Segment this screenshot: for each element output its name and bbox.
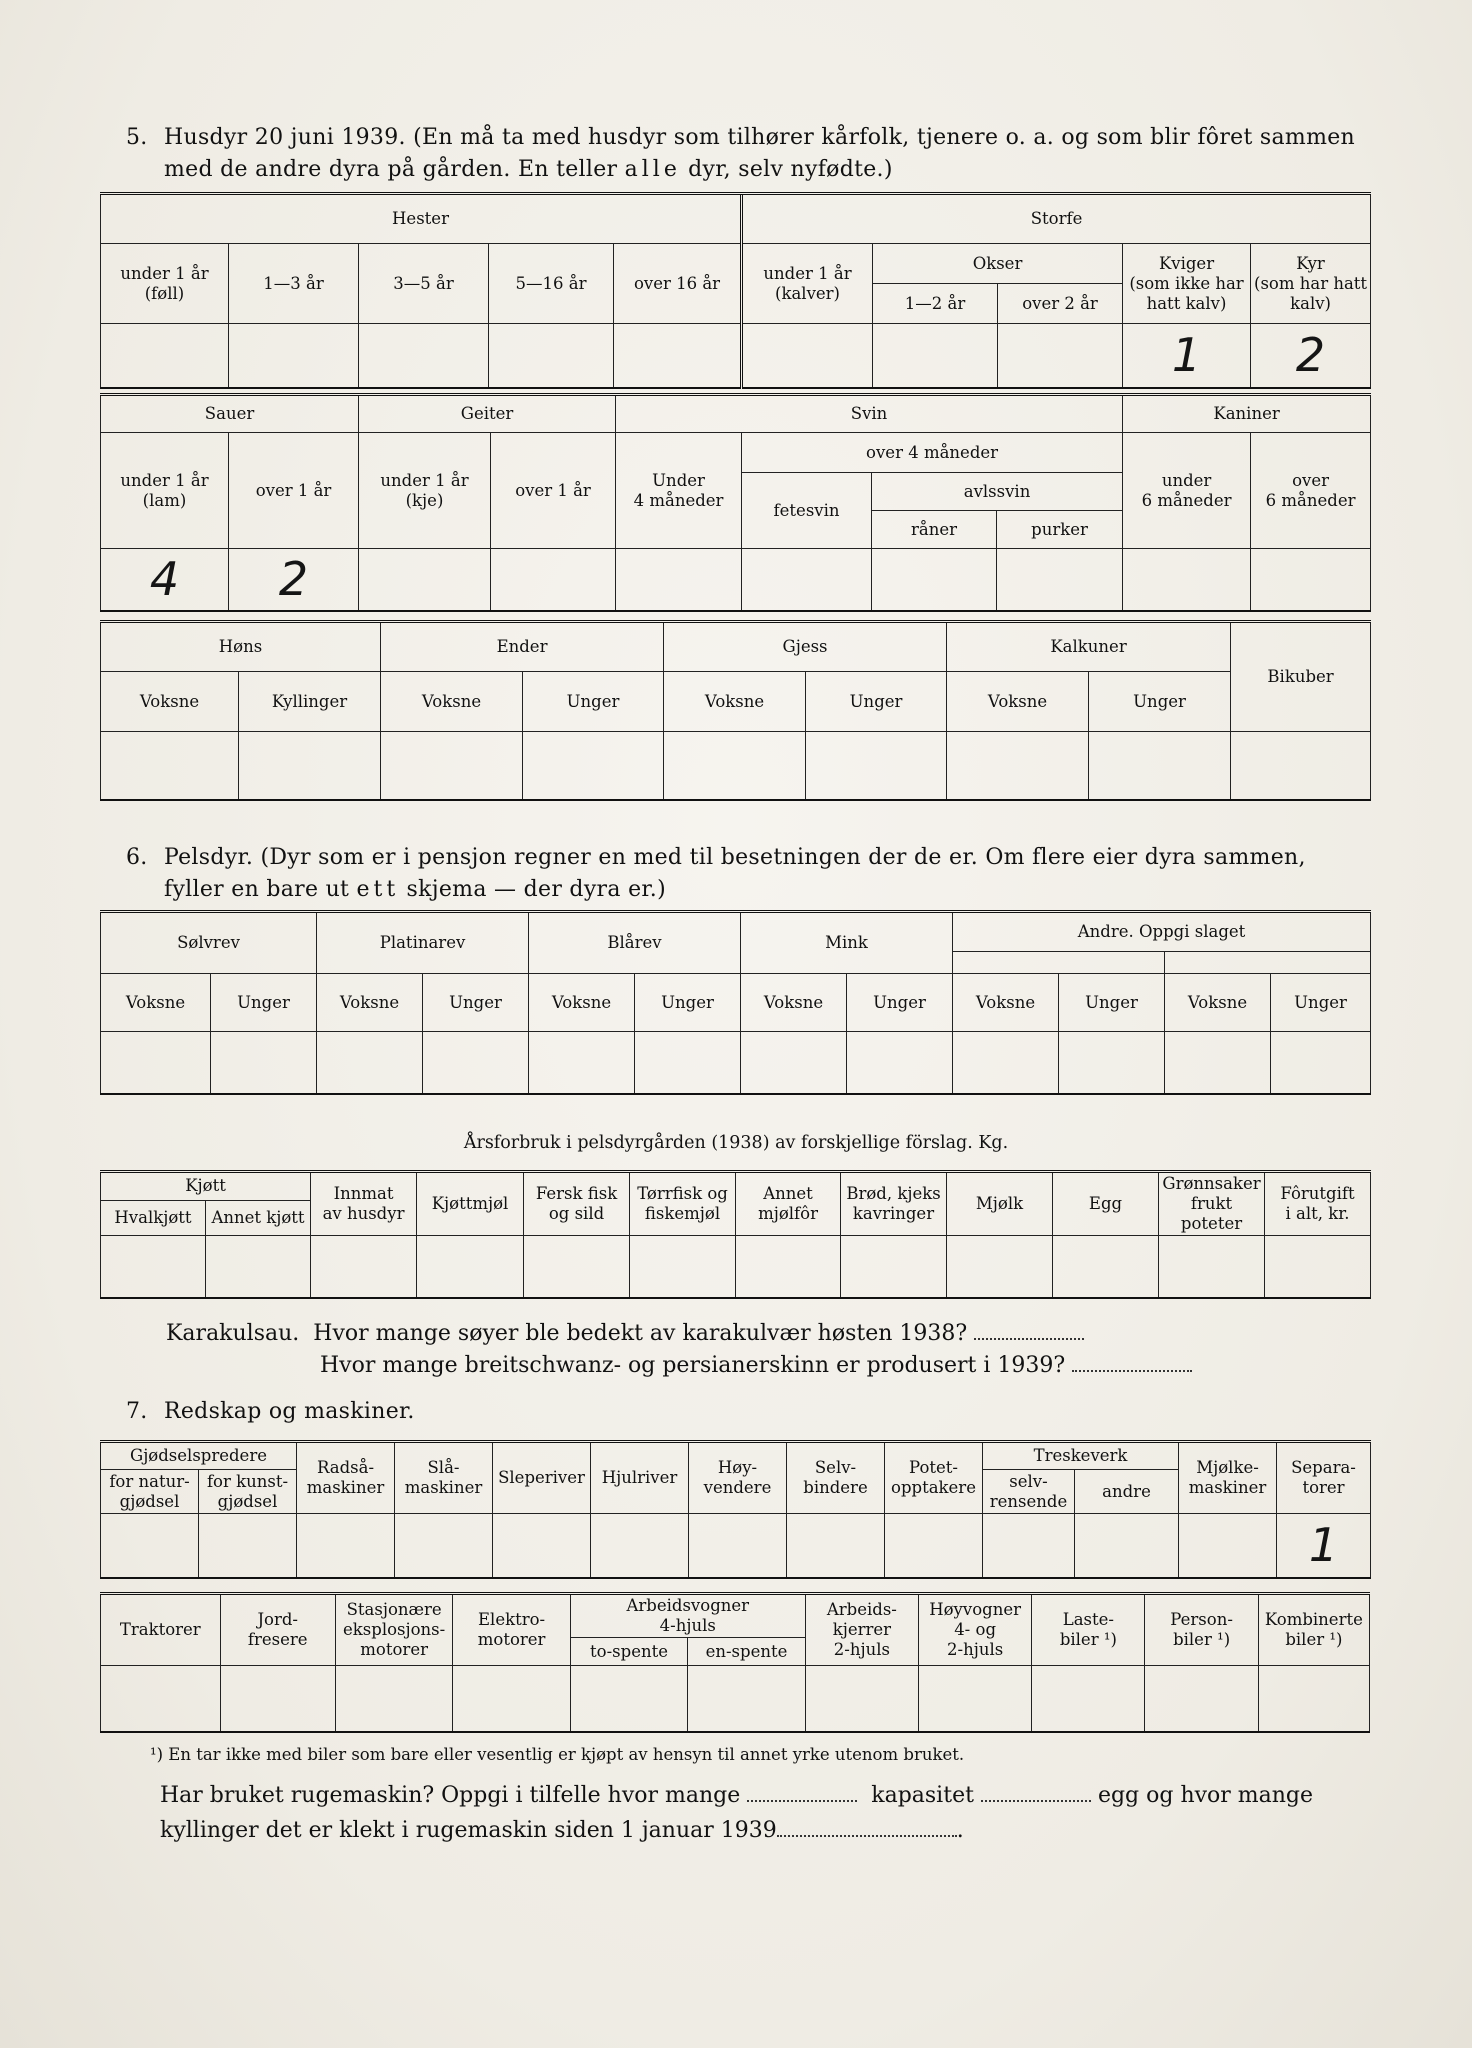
potetopptakere-header: Potet- opptakere	[885, 1442, 983, 1514]
input-cell[interactable]	[453, 1666, 570, 1732]
kviger-header: Kviger (som ikke har hatt kalv)	[1123, 244, 1251, 324]
forbruk-title: Årsforbruk i pelsdyrgården (1938) av forskjellige förslag. Kg.	[463, 1133, 1009, 1153]
input-cell[interactable]	[297, 1514, 395, 1578]
input-cell[interactable]	[947, 732, 1089, 800]
input-cell[interactable]	[1265, 1236, 1371, 1298]
input-cell[interactable]	[101, 1236, 206, 1298]
karakul-answer-2[interactable]	[1072, 1352, 1192, 1372]
input-cell[interactable]	[239, 732, 381, 800]
karakul-question-1: Karakulsau. Hvor mange søyer ble bedekt av karakulvær høsten 1938?	[166, 1318, 1084, 1350]
lam-value[interactable]: 4	[101, 549, 229, 611]
karakul-label: Karakulsau.	[166, 1321, 300, 1346]
input-cell[interactable]	[918, 1666, 1031, 1732]
kyr-value[interactable]: 2	[1251, 324, 1371, 388]
storfe-header: Storfe	[742, 194, 1371, 244]
hons-voksne: Voksne	[101, 672, 239, 732]
rugemaskin-kapasitet-field[interactable]	[981, 1782, 1091, 1802]
arbeidskjerrer-header: Arbeids- kjerrer 2-hjuls	[805, 1594, 918, 1666]
hons-header: Høns	[101, 622, 381, 672]
andre-1-voksne: Voksne	[953, 974, 1059, 1032]
input-cell[interactable]	[742, 324, 873, 388]
sleperiver-header: Sleperiver	[493, 1442, 591, 1514]
heading-line: Redskap og maskiner.	[164, 1399, 415, 1424]
geiter-col-2: over 1 år	[491, 433, 616, 549]
section-5-heading: 5. Husdyr 20 juni 1939. (En må ta med husdyr som tilhører kårfolk, tjenere o. a. og som blir fôret sammen med de andre dyra på gården. En teller alle dyr, selv nyfødte.)	[126, 122, 1376, 186]
personbiler-header: Person- biler ¹)	[1145, 1594, 1258, 1666]
andre-slag-2[interactable]	[1165, 952, 1371, 974]
andre-header: Andre. Oppgi slaget	[953, 912, 1371, 952]
input-cell[interactable]	[872, 549, 997, 611]
input-cell[interactable]	[688, 1666, 805, 1732]
brod-header: Brød, kjeks kavringer	[841, 1172, 947, 1236]
input-cell[interactable]	[741, 1032, 847, 1094]
input-cell[interactable]	[101, 324, 229, 388]
input-cell[interactable]	[101, 1666, 221, 1732]
input-cell[interactable]	[1123, 549, 1251, 611]
mink-header: Mink	[741, 912, 953, 974]
blarev-voksne: Voksne	[529, 974, 635, 1032]
andre-slag-1[interactable]	[953, 952, 1165, 974]
section-7-heading	[126, 1396, 1376, 1428]
input-cell[interactable]	[841, 1236, 947, 1298]
kaniner-col-2: over 6 måneder	[1251, 433, 1371, 549]
mjolkemaskiner-header: Mjølke- maskiner	[1179, 1442, 1277, 1514]
input-cell[interactable]	[317, 1032, 423, 1094]
ender-voksne: Voksne	[381, 672, 523, 732]
input-cell[interactable]	[417, 1236, 524, 1298]
input-cell[interactable]	[220, 1666, 335, 1732]
input-cell[interactable]	[101, 732, 239, 800]
heading-line: Pelsdyr. (Dyr som er i pensjon regner en med til besetningen der de er. Om flere eier dyra sammen,	[164, 845, 1306, 870]
gjodselspredere-header: Gjødselspredere	[101, 1442, 297, 1470]
arbeidsvogner-header: Arbeidsvogner 4-hjuls	[570, 1594, 805, 1638]
kaniner-header: Kaniner	[1123, 395, 1371, 433]
input-cell[interactable]	[206, 1236, 311, 1298]
input-cell[interactable]	[689, 1514, 787, 1578]
input-cell[interactable]	[199, 1514, 297, 1578]
input-cell[interactable]	[423, 1032, 529, 1094]
input-cell[interactable]	[1231, 732, 1371, 800]
table-arsforbruk	[100, 1170, 1371, 1299]
input-cell[interactable]	[983, 1514, 1075, 1578]
hester-col-2: 1—3 år	[229, 244, 359, 324]
input-cell[interactable]	[101, 1514, 199, 1578]
mink-voksne: Voksne	[741, 974, 847, 1032]
input-cell[interactable]	[359, 324, 489, 388]
rugemaskin-antall-field[interactable]	[747, 1782, 857, 1802]
input-cell[interactable]	[947, 1236, 1053, 1298]
okser-col-2: over 2 år	[998, 284, 1123, 324]
andre-1-unger: Unger	[1059, 974, 1165, 1032]
section-number: 5.	[126, 125, 148, 150]
rugemaskin-question-line-2: kyllinger det er klekt i rugemaskin siden 1 januar 1939 .	[160, 1818, 964, 1843]
hester-col-5: over 16 år	[614, 244, 742, 324]
platinarev-header: Platinarev	[317, 912, 529, 974]
kyr-header: Kyr (som har hatt kalv)	[1251, 244, 1371, 324]
section-6-heading: 6. Pelsdyr. (Dyr som er i pensjon regner en med til besetningen der de er. Om flere eier dyra sammen, fyller en bare ut ett skjema — der dyra er.)	[126, 842, 1376, 906]
footnote: ¹) En tar ikke med biler som bare eller vesentlig er kjøpt av hensyn til annet yrke utenom bruket.	[150, 1745, 965, 1764]
input-cell[interactable]	[997, 549, 1123, 611]
solvrev-unger: Unger	[211, 974, 317, 1032]
section-number: 6.	[126, 845, 148, 870]
table-traktorer-biler	[100, 1592, 1370, 1733]
bikuber-header: Bikuber	[1231, 622, 1371, 732]
input-cell[interactable]	[359, 549, 491, 611]
blarev-header: Blårev	[529, 912, 741, 974]
input-cell[interactable]	[311, 1236, 417, 1298]
tospente-header: to-spente	[570, 1638, 687, 1666]
annet-kjott-header: Annet kjøtt	[206, 1200, 311, 1235]
avlssvin-header: avlssvin	[872, 473, 1123, 511]
geiter-header: Geiter	[359, 395, 616, 433]
gronnsaker-header: Grønnsaker frukt poteter	[1159, 1172, 1265, 1236]
input-cell[interactable]	[736, 1236, 841, 1298]
input-cell[interactable]	[489, 324, 614, 388]
kaniner-col-1: under 6 måneder	[1123, 433, 1251, 549]
mink-unger: Unger	[847, 974, 953, 1032]
input-cell[interactable]	[101, 1032, 211, 1094]
input-cell[interactable]	[1258, 1666, 1369, 1732]
innmat-header: Innmat av husdyr	[311, 1172, 417, 1236]
sau-value[interactable]: 2	[229, 549, 359, 611]
ender-unger: Unger	[523, 672, 664, 732]
input-cell[interactable]	[211, 1032, 317, 1094]
okser-col-1: 1—2 år	[873, 284, 998, 324]
storfe-col-kalver: under 1 år (kalver)	[742, 244, 873, 324]
kalkuner-header: Kalkuner	[947, 622, 1231, 672]
radsamaskiner-header: Radså- maskiner	[297, 1442, 395, 1514]
input-cell[interactable]	[847, 1032, 953, 1094]
blarev-unger: Unger	[635, 974, 741, 1032]
sauer-col-1: under 1 år (lam)	[101, 433, 229, 549]
annet-mjolfor-header: Annet mjølfôr	[736, 1172, 841, 1236]
elektromotorer-header: Elektro- motorer	[453, 1594, 570, 1666]
selvbindere-header: Selv- bindere	[787, 1442, 885, 1514]
table-sauer-geiter-svin-kaniner	[100, 393, 1371, 612]
solvrev-voksne: Voksne	[101, 974, 211, 1032]
separatorer-header: Separa- torer	[1277, 1442, 1371, 1514]
raner-header: råner	[872, 511, 997, 549]
kalkuner-voksne: Voksne	[947, 672, 1089, 732]
svin-col-1: Under 4 måneder	[616, 433, 742, 549]
lastebiler-header: Laste- biler ¹)	[1032, 1594, 1145, 1666]
input-cell[interactable]	[591, 1514, 689, 1578]
input-cell[interactable]	[953, 1032, 1059, 1094]
kviger-value[interactable]: 1	[1123, 324, 1251, 388]
karakul-question-2: Hvor mange breitschwanz- og persianerskinn er produsert i 1939?	[320, 1350, 1192, 1382]
input-cell[interactable]	[529, 1032, 635, 1094]
rugemaskin-question-line-1: Har bruket rugemaskin? Oppgi i tilfelle hvor mange kapasitet egg og hvor mange	[160, 1783, 1314, 1808]
enspente-header: en-spente	[688, 1638, 805, 1666]
input-cell[interactable]	[1089, 732, 1231, 800]
selvrensende-header: selv- rensende	[983, 1470, 1075, 1514]
hester-header: Hester	[101, 194, 742, 244]
andre-2-unger: Unger	[1271, 974, 1371, 1032]
input-cell[interactable]	[885, 1514, 983, 1578]
input-cell[interactable]	[1053, 1236, 1159, 1298]
karakul-answer-1[interactable]	[974, 1320, 1084, 1340]
slamaskiner-header: Slå- maskiner	[395, 1442, 493, 1514]
kjott-header: Kjøtt	[101, 1172, 311, 1201]
hvalkjott-header: Hvalkjøtt	[101, 1200, 206, 1235]
input-cell[interactable]	[614, 324, 742, 388]
kjottmjol-header: Kjøttmjøl	[417, 1172, 524, 1236]
sauer-header: Sauer	[101, 395, 359, 433]
input-cell[interactable]	[664, 732, 806, 800]
separatorer-value[interactable]: 1	[1277, 1514, 1371, 1578]
gjess-header: Gjess	[664, 622, 947, 672]
fetesvin-header: fetesvin	[742, 473, 872, 549]
traktorer-header: Traktorer	[101, 1594, 221, 1666]
stasjonaere-motorer-header: Stasjonære eksplosjons- motorer	[335, 1594, 452, 1666]
input-cell[interactable]	[635, 1032, 741, 1094]
input-cell[interactable]	[491, 549, 616, 611]
hester-col-3: 3—5 år	[359, 244, 489, 324]
naturgjodsel-header: for natur- gjødsel	[101, 1470, 199, 1514]
input-cell[interactable]	[787, 1514, 885, 1578]
egg-header: Egg	[1053, 1172, 1159, 1236]
hester-col-4: 5—16 år	[489, 244, 614, 324]
hoyvendere-header: Høy- vendere	[689, 1442, 787, 1514]
hjulriver-header: Hjulriver	[591, 1442, 689, 1514]
input-cell[interactable]	[229, 324, 359, 388]
geiter-col-1: under 1 år (kje)	[359, 433, 491, 549]
input-cell[interactable]	[616, 549, 742, 611]
kalkuner-unger: Unger	[1089, 672, 1231, 732]
table-hester-storfe	[100, 192, 1371, 389]
input-cell[interactable]	[381, 732, 523, 800]
input-cell[interactable]	[1159, 1236, 1265, 1298]
andre-treskeverk-header: andre	[1075, 1470, 1179, 1514]
ender-header: Ender	[381, 622, 664, 672]
platinarev-voksne: Voksne	[317, 974, 423, 1032]
kyllinger-klekt-field[interactable]	[777, 1817, 957, 1837]
platinarev-unger: Unger	[423, 974, 529, 1032]
table-pelsdyr	[100, 910, 1371, 1095]
input-cell[interactable]	[524, 1236, 630, 1298]
gjess-voksne: Voksne	[664, 672, 806, 732]
input-cell[interactable]	[1059, 1032, 1165, 1094]
input-cell[interactable]	[1251, 549, 1371, 611]
input-cell[interactable]	[570, 1666, 687, 1732]
purker-header: purker	[997, 511, 1123, 549]
mjolk-header: Mjølk	[947, 1172, 1053, 1236]
input-cell[interactable]	[1145, 1666, 1258, 1732]
input-cell[interactable]	[1271, 1032, 1371, 1094]
input-cell[interactable]	[998, 324, 1123, 388]
table-redskap	[100, 1440, 1371, 1579]
input-cell[interactable]	[630, 1236, 736, 1298]
input-cell[interactable]	[806, 732, 947, 800]
fersk-fisk-header: Fersk fisk og sild	[524, 1172, 630, 1236]
input-cell[interactable]	[1165, 1032, 1271, 1094]
input-cell[interactable]	[805, 1666, 918, 1732]
forutgift-header: Fôrutgift i alt, kr.	[1265, 1172, 1371, 1236]
andre-2-voksne: Voksne	[1165, 974, 1271, 1032]
hons-kyllinger: Kyllinger	[239, 672, 381, 732]
heading-line: Husdyr 20 juni 1939. (En må ta med husdyr som tilhører kårfolk, tjenere o. a. og som blir fôret sammen	[164, 125, 1356, 150]
section-number: 7.	[126, 1399, 148, 1424]
input-cell[interactable]	[335, 1666, 452, 1732]
okser-header: Okser	[873, 244, 1123, 284]
input-cell[interactable]	[1075, 1514, 1179, 1578]
solvrev-header: Sølvrev	[101, 912, 317, 974]
treskeverk-header: Treskeverk	[983, 1442, 1179, 1470]
gjess-unger: Unger	[806, 672, 947, 732]
input-cell[interactable]	[493, 1514, 591, 1578]
torrfisk-header: Tørrfisk og fiskemjøl	[630, 1172, 736, 1236]
input-cell[interactable]	[873, 324, 998, 388]
input-cell[interactable]	[742, 549, 872, 611]
input-cell[interactable]	[1179, 1514, 1277, 1578]
hoyvogner-header: Høyvogner 4- og 2-hjuls	[918, 1594, 1031, 1666]
table-fjorfe	[100, 620, 1371, 801]
over-4-maneder-header: over 4 måneder	[742, 433, 1123, 473]
input-cell[interactable]	[395, 1514, 493, 1578]
kombinerte-biler-header: Kombinerte biler ¹)	[1258, 1594, 1369, 1666]
kunstgjodsel-header: for kunst- gjødsel	[199, 1470, 297, 1514]
hester-col-1: under 1 år (føll)	[101, 244, 229, 324]
jordfresere-header: Jord- freserе	[220, 1594, 335, 1666]
sauer-col-2: over 1 år	[229, 433, 359, 549]
input-cell[interactable]	[1032, 1666, 1145, 1732]
input-cell[interactable]	[523, 732, 664, 800]
svin-header: Svin	[616, 395, 1123, 433]
